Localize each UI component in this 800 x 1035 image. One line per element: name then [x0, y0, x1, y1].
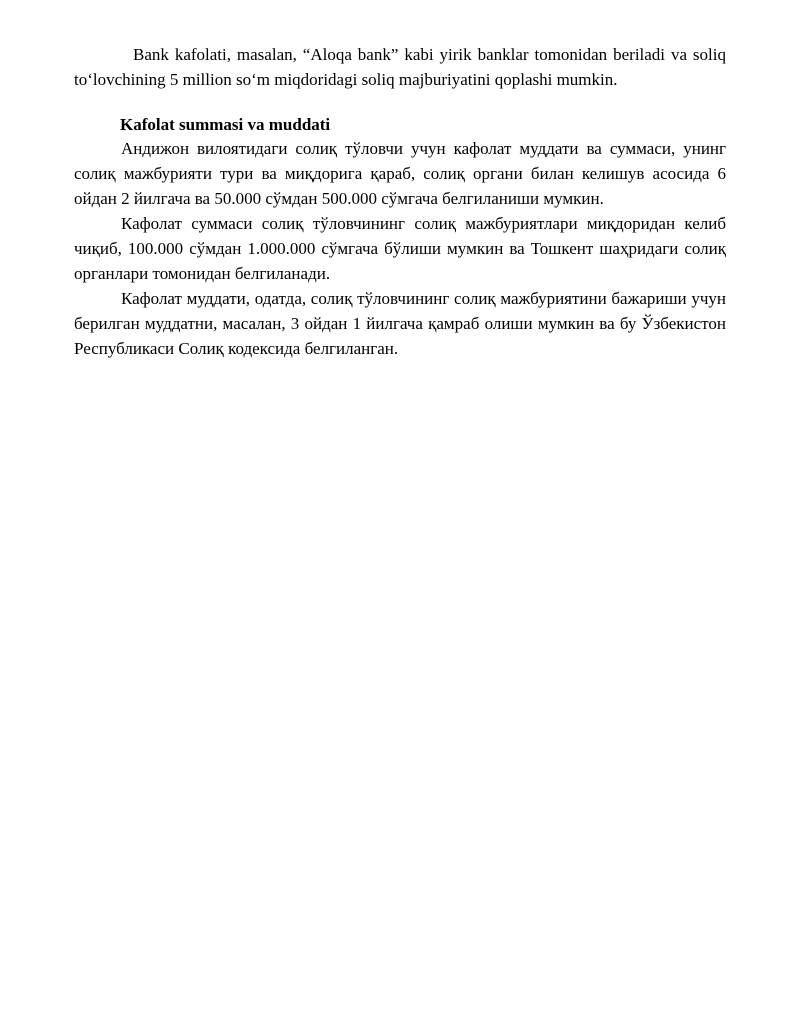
- paragraph-andijan-terms: Андижон вилоятидаги солиқ тўловчи учун кафолат муддати ва суммаси, унинг солиқ мажбурияти тури ва миқдорига қараб, солиқ органи билан келишув асосида 6 ойдан 2 йилгача ва 50.000 сўмдан 500.000 сўмгача белгиланиши мумкин.: [74, 139, 726, 208]
- document-body: [74, 42, 726, 361]
- paragraph-bank-guarantee: Bank kafolati, masalan, “Aloqa bank” kabi yirik banklar tomonidan beriladi va soliq to‘lovchining 5 million so‘m miqdoridagi soliq majburiyatini qoplashi mumkin.: [74, 45, 726, 89]
- section-heading: Kafolat summasi va muddati: [120, 115, 331, 134]
- paragraph-guarantee-amount: Кафолат суммаси солиқ тўловчининг солиқ мажбуриятлари миқдоридан келиб чиқиб, 100.000 сўмдан 1.000.000 сўмгача бўлиши мумкин ва Тошкент шаҳридаги солиқ органлари томонидан белгиланади.: [74, 214, 726, 283]
- paragraph-guarantee-period: Кафолат муддати, одатда, солиқ тўловчининг солиқ мажбуриятини бажариши учун берилган муддатни, масалан, 3 ойдан 1 йилгача қамраб олиши мумкин ва бу Ўзбекистон Республикаси Солиқ кодексида белгиланган.: [74, 289, 726, 358]
